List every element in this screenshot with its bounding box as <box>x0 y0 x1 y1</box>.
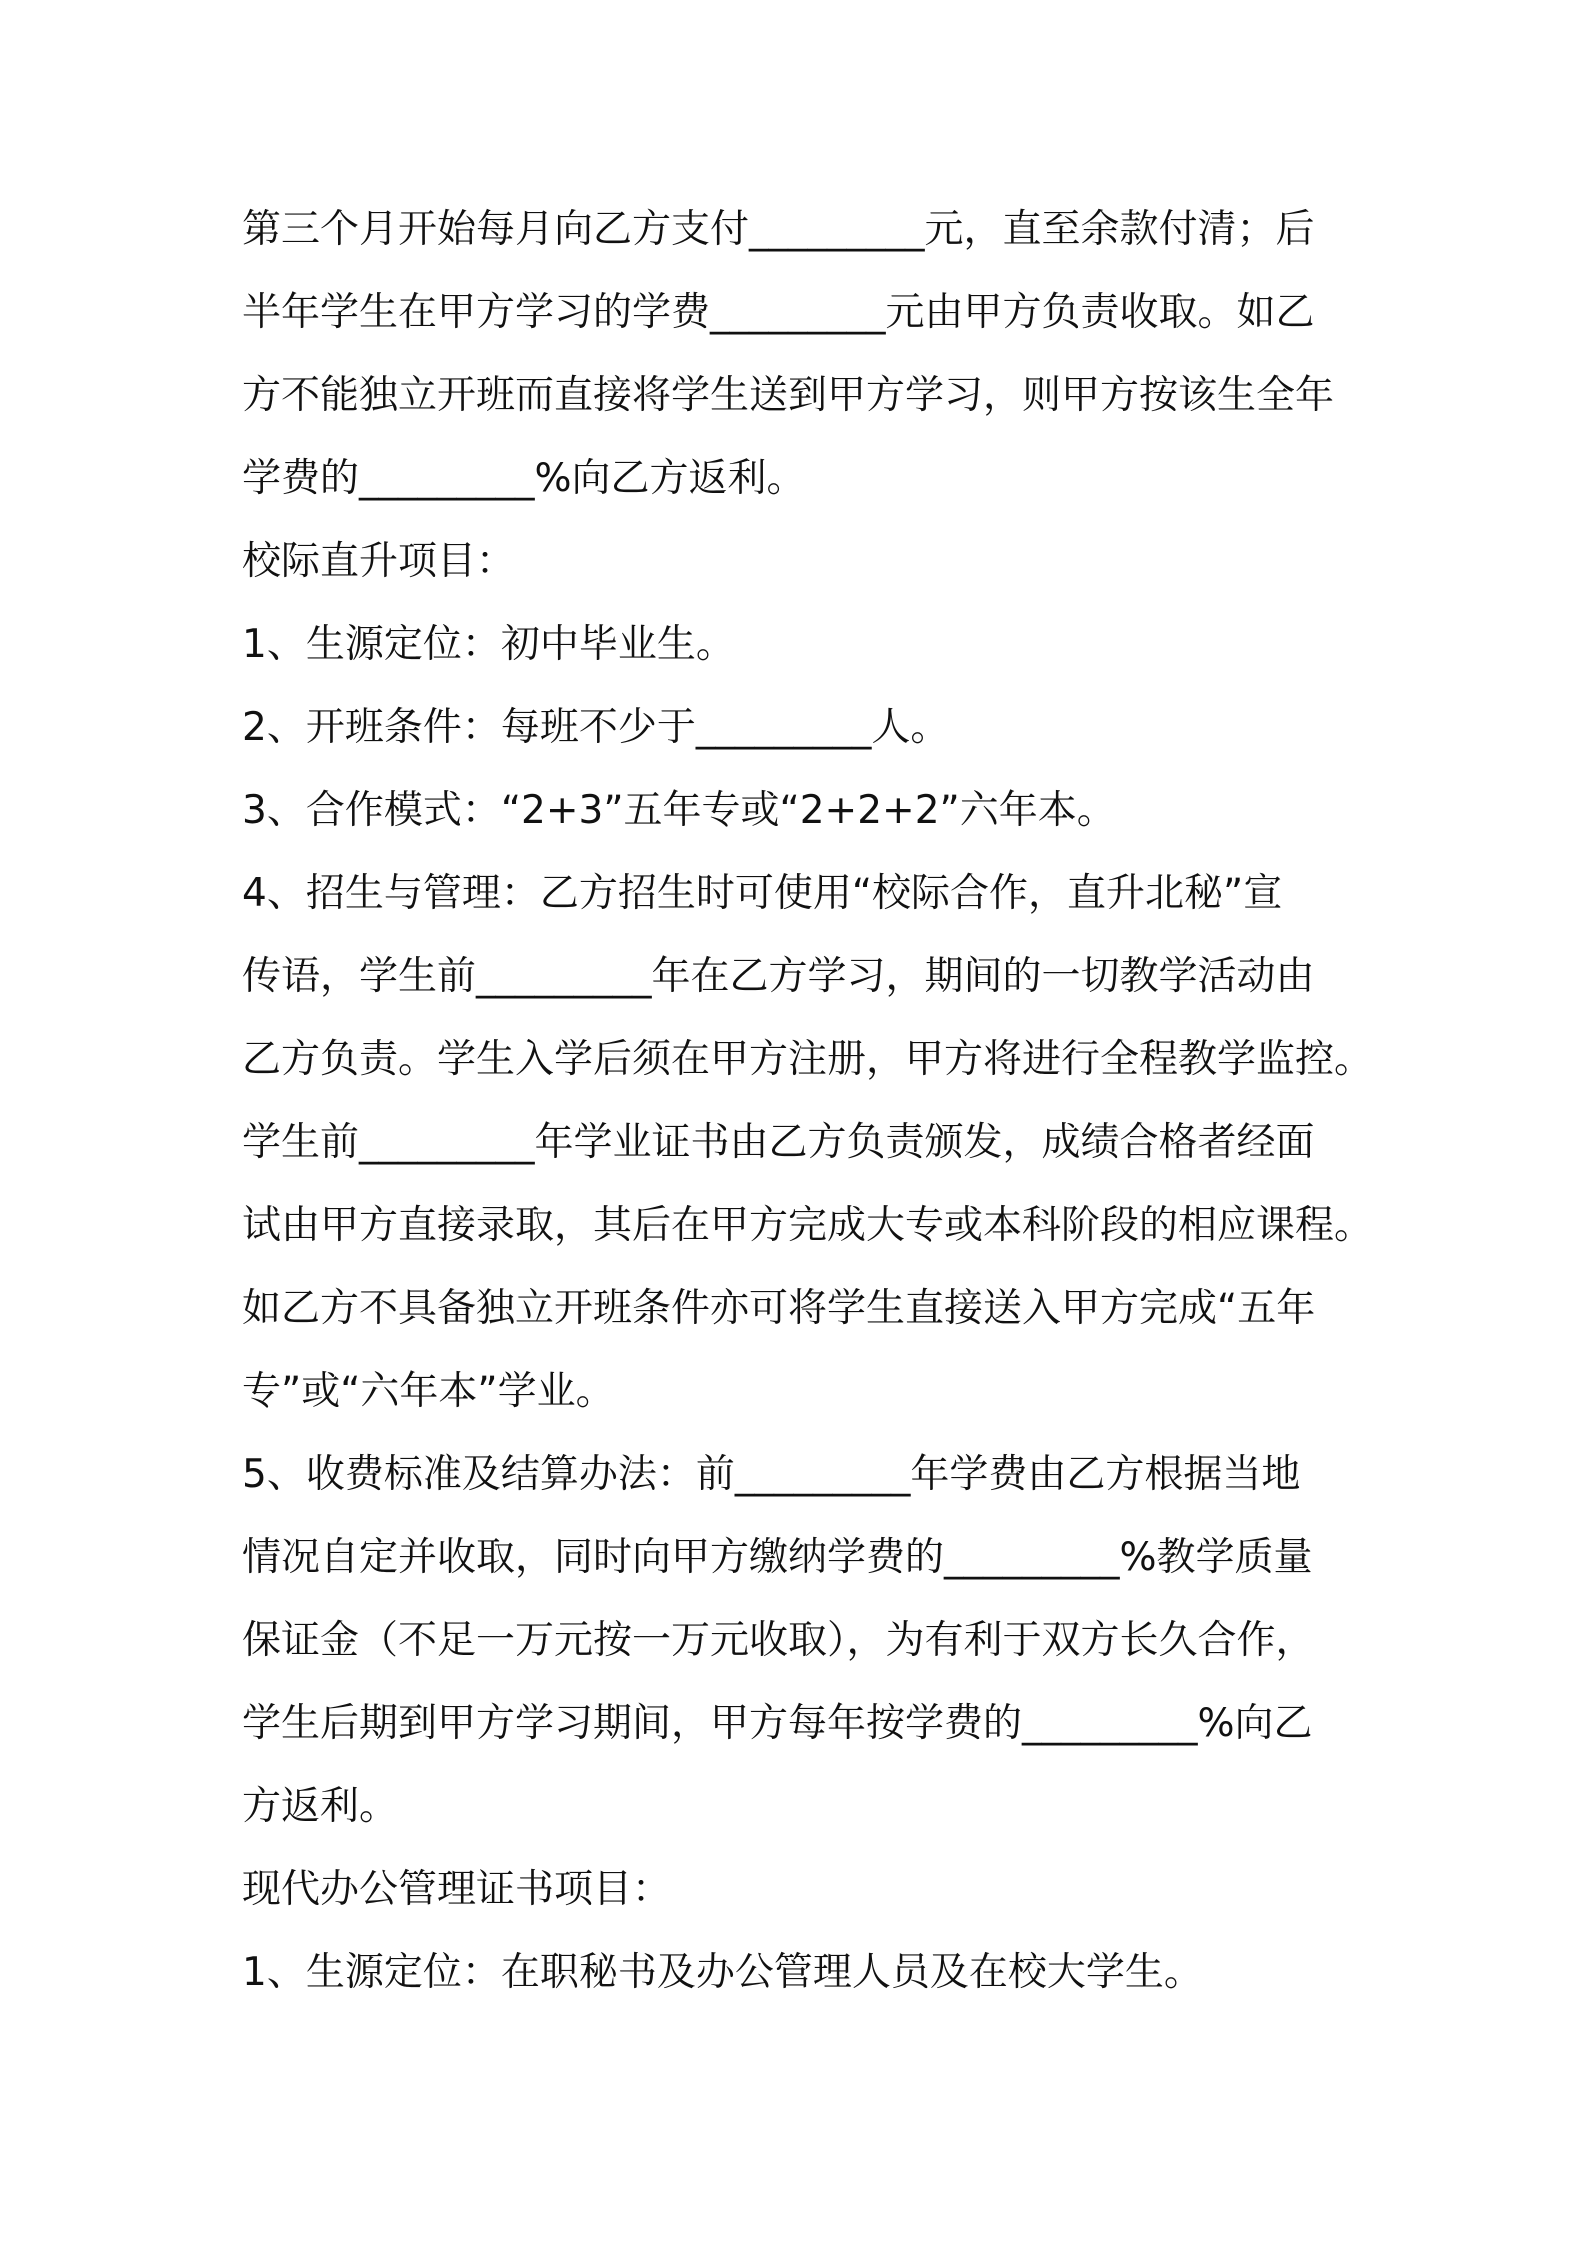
text-line: 2、开班条件：每班不少于_________人。 <box>242 705 950 750</box>
text-line: 1、生源定位：初中毕业生。 <box>242 622 735 667</box>
text-line: 情况自定并收取，同时向甲方缴纳学费的_________%教学质量 <box>242 1535 1313 1580</box>
text-line: 学生后期到甲方学习期间，甲方每年按学费的_________%向乙 <box>242 1701 1313 1746</box>
text-line: 现代办公管理证书项目： <box>242 1867 672 1912</box>
document-body <box>242 198 1372 2024</box>
text-line: 学生前_________年学业证书由乙方负责颁发，成绩合格者经面 <box>242 1120 1315 1165</box>
text-line: 4、招生与管理：乙方招生时可使用“校际合作，直升北秘”宣 <box>242 871 1283 916</box>
text-line: 3、合作模式：“2+3”五年专或“2+2+2”六年本。 <box>242 788 1116 833</box>
text-line: 乙方负责。学生入学后须在甲方注册，甲方将进行全程教学监控。 <box>242 1037 1374 1082</box>
text-line: 专”或“六年本”学业。 <box>242 1369 615 1414</box>
text-line: 方不能独立开班而直接将学生送到甲方学习，则甲方按该生全年 <box>242 373 1335 418</box>
text-line: 试由甲方直接录取，其后在甲方完成大专或本科阶段的相应课程。 <box>242 1203 1374 1248</box>
text-line: 传语，学生前_________年在乙方学习，期间的一切教学活动由 <box>242 954 1315 999</box>
text-line: 1、生源定位：在职秘书及办公管理人员及在校大学生。 <box>242 1950 1203 1995</box>
text-line: 学费的_________%向乙方返利。 <box>242 456 806 501</box>
text-line: 方返利。 <box>242 1784 399 1829</box>
text-line: 如乙方不具备独立开班条件亦可将学生直接送入甲方完成“五年 <box>242 1286 1316 1331</box>
text-line: 保证金（不足一万元按一万元收取），为有利于双方长久合作， <box>242 1618 1315 1663</box>
text-line: 5、收费标准及结算办法：前_________年学费由乙方根据当地 <box>242 1452 1301 1497</box>
text-line: 校际直升项目： <box>242 539 516 584</box>
text-line: 第三个月开始每月向乙方支付_________元，直至余款付清；后 <box>242 207 1315 252</box>
text-line: 半年学生在甲方学习的学费_________元由甲方负责收取。如乙 <box>242 290 1315 335</box>
